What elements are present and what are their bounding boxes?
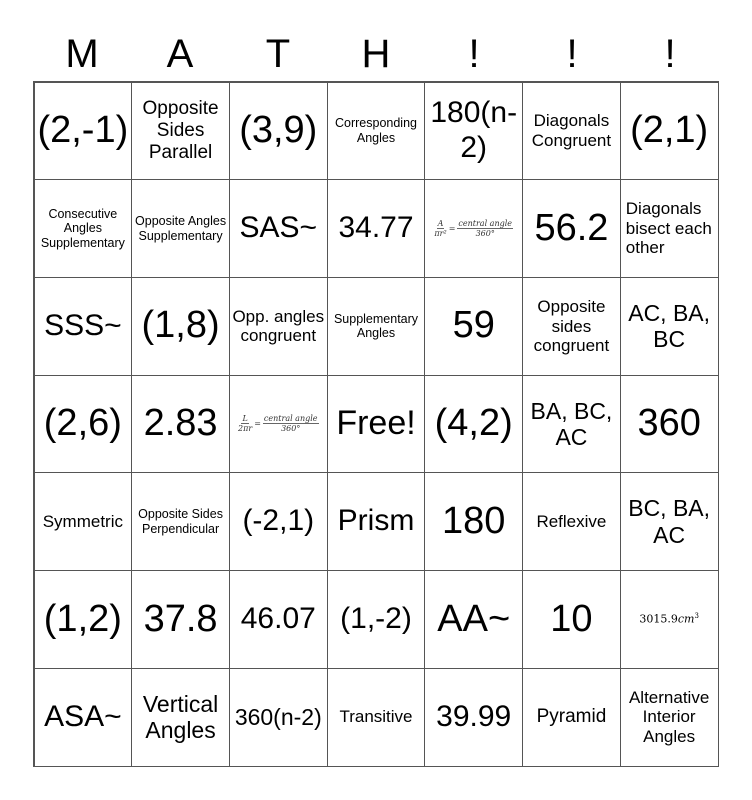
formula-denominator: 360° xyxy=(475,229,495,239)
bingo-cell[interactable]: ASA~ xyxy=(34,668,133,767)
formula-denominator: 2πr xyxy=(238,424,253,434)
bingo-cell-free[interactable]: Free! xyxy=(327,375,426,474)
bingo-cell[interactable]: 39.99 xyxy=(424,668,523,767)
bingo-cell[interactable]: 46.07 xyxy=(229,570,328,669)
bingo-cell[interactable]: 37.8 xyxy=(131,570,230,669)
bingo-cell[interactable]: AC, BA, BC xyxy=(620,277,719,376)
bingo-cell[interactable]: 360(n-2) xyxy=(229,668,328,767)
bingo-cell[interactable]: 2.83 xyxy=(131,375,230,474)
bingo-cell[interactable]: Supplementary Angles xyxy=(327,277,426,376)
bingo-cell[interactable]: SAS~ xyxy=(229,179,328,278)
header-letter: ! xyxy=(664,32,676,76)
bingo-cell[interactable]: (2,-1) xyxy=(34,82,133,181)
bingo-cell[interactable]: (1,8) xyxy=(131,277,230,376)
header-letter: A xyxy=(166,32,194,76)
formula-numerator: central angle xyxy=(458,218,513,228)
bingo-cell[interactable]: 34.77 xyxy=(327,179,426,278)
bingo-cell[interactable]: Opposite Angles Supplementary xyxy=(131,179,230,278)
bingo-cell[interactable]: Consecutive Angles Supplementary xyxy=(34,179,133,278)
bingo-cell[interactable]: Reflexive xyxy=(522,472,621,571)
bingo-cell[interactable]: Opposite sides congruent xyxy=(522,277,621,376)
formula-denominator: 360° xyxy=(281,424,301,434)
bingo-cell[interactable]: 56.2 xyxy=(522,179,621,278)
bingo-cell[interactable]: BC, BA, AC xyxy=(620,472,719,571)
bingo-cell[interactable]: Vertical Angles xyxy=(131,668,230,767)
bingo-cell[interactable]: AA~ xyxy=(424,570,523,669)
bingo-cell[interactable]: Diagonals bisect each other xyxy=(620,179,719,278)
formula-numerator: A xyxy=(437,218,444,228)
bingo-cell[interactable]: Alternative Interior Angles xyxy=(620,668,719,767)
bingo-cell[interactable]: (1,-2) xyxy=(327,570,426,669)
header-letter: M xyxy=(65,32,99,76)
formula-numerator: L xyxy=(242,414,248,424)
bingo-header xyxy=(33,30,719,78)
bingo-cell[interactable]: 10 xyxy=(522,570,621,669)
bingo-cell[interactable]: Diagonals Congruent xyxy=(522,82,621,181)
header-letter: ! xyxy=(566,32,578,76)
bingo-cell-sector-formula[interactable] xyxy=(424,179,523,278)
volume-number: 3015.9 xyxy=(639,612,678,626)
header-letter: ! xyxy=(468,32,480,76)
bingo-cell-volume[interactable] xyxy=(620,570,719,669)
bingo-board xyxy=(33,81,719,767)
volume-exponent: 3 xyxy=(694,612,699,621)
bingo-cell[interactable]: Pyramid xyxy=(522,668,621,767)
bingo-cell[interactable]: (4,2) xyxy=(424,375,523,474)
formula-denominator: πr² xyxy=(434,229,447,239)
header-letter: T xyxy=(265,32,291,76)
bingo-cell[interactable]: 360 xyxy=(620,375,719,474)
bingo-cell[interactable]: Opp. angles congruent xyxy=(229,277,328,376)
bingo-cell[interactable]: Corresponding Angles xyxy=(327,82,426,181)
bingo-cell[interactable]: 180 xyxy=(424,472,523,571)
bingo-cell[interactable]: (-2,1) xyxy=(229,472,328,571)
bingo-cell[interactable]: (2,1) xyxy=(620,82,719,181)
arc-length-formula: $\frac{L}{2\pi r}$ = $\frac{\text{central angle}}{360^\circ}$ xyxy=(238,414,318,434)
bingo-cell[interactable]: BA, BC, AC xyxy=(522,375,621,474)
bingo-cell[interactable]: (1,2) xyxy=(34,570,133,669)
volume-value xyxy=(639,612,699,626)
bingo-cell[interactable]: 180(n-2) xyxy=(424,82,523,181)
header-letter: H xyxy=(361,32,391,76)
bingo-cell[interactable]: Transitive xyxy=(327,668,426,767)
bingo-cell[interactable]: (2,6) xyxy=(34,375,133,474)
sector-area-formula: $\frac{A}{\text{πr²}}$ = $\frac{\text{central angle}}{360^\circ}$ xyxy=(434,218,513,239)
bingo-cell[interactable]: (3,9) xyxy=(229,82,328,181)
bingo-cell-arc-formula[interactable] xyxy=(229,375,328,474)
bingo-cell[interactable]: Symmetric xyxy=(34,472,133,571)
bingo-cell[interactable]: Prism xyxy=(327,472,426,571)
volume-unit: cm xyxy=(677,612,695,626)
formula-numerator: central angle xyxy=(263,414,318,424)
bingo-cell[interactable]: 59 xyxy=(424,277,523,376)
bingo-cell[interactable]: SSS~ xyxy=(34,277,133,376)
bingo-cell[interactable]: Opposite Sides Parallel xyxy=(131,82,230,181)
bingo-cell[interactable]: Opposite Sides Perpendicular xyxy=(131,472,230,571)
